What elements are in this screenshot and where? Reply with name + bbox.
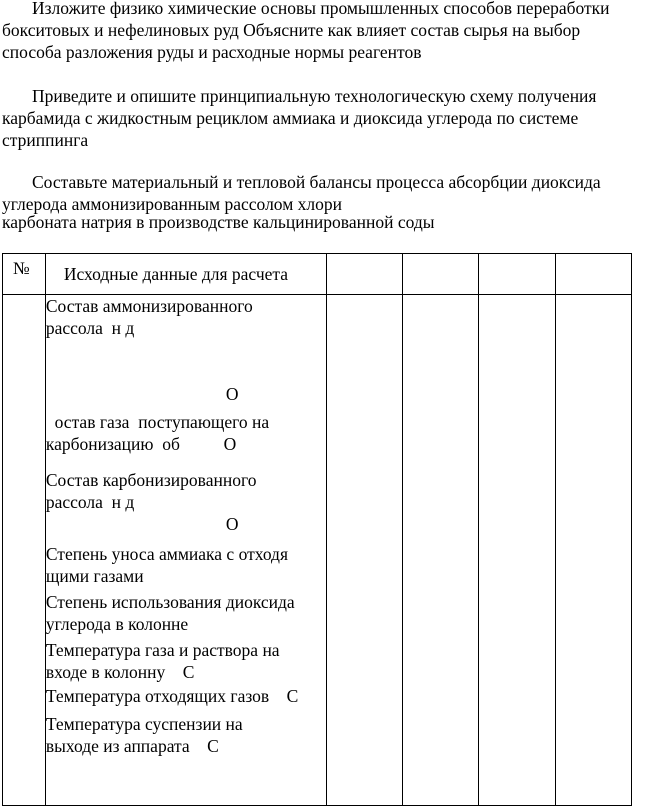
parameter-text: входе в колонну С	[45, 662, 195, 682]
parameter-item	[46, 639, 326, 683]
text-line: Приведите и опишите принципиальную технологическую схему получения	[32, 86, 597, 106]
table-row	[3, 295, 632, 806]
parameter-item	[46, 543, 326, 587]
text-line: Изложите физико химические основы промышленных способов переработки	[32, 0, 610, 18]
parameter-text: выходе из аппарата С	[45, 736, 219, 756]
text-line: способа разложения руды и расходные нормы реагентов	[2, 42, 422, 62]
table-header-row	[3, 254, 632, 295]
parameter-text: рассола н д	[45, 318, 135, 338]
parameter-item	[46, 713, 326, 757]
text-line: карбамида с жидкостным рециклом аммиака и диоксида углерода по системе	[2, 108, 579, 128]
header-number: №	[3, 254, 46, 295]
header-title: Исходные данные для расчета	[45, 254, 326, 295]
parameter-text: Состав карбонизированного	[45, 470, 257, 490]
text-line: карбоната натрия в производстве кальцинированной соды	[2, 212, 435, 232]
task-3-paragraph	[2, 171, 647, 215]
parameter-text: Температура суспензии на	[45, 714, 243, 734]
input-data-table	[2, 253, 632, 806]
task-3-continuation	[2, 211, 647, 233]
text-line: бокситовых и нефелиновых руд Объясните как влияет состав сырья на выбор	[2, 20, 581, 40]
text-line: Составьте материальный и тепловой балансы процесса абсорбции диоксида	[32, 172, 601, 192]
header-empty-cell	[326, 254, 402, 295]
parameter-text: остав газа поступающего на	[45, 412, 270, 432]
parameters-cell	[45, 295, 326, 806]
text-line: стриппинга	[2, 130, 89, 150]
parameter-text: Температура газа и раствора на	[45, 640, 280, 660]
parameter-text: карбонизацию об О	[45, 434, 237, 454]
parameter-text: Состав аммонизированного	[45, 296, 253, 316]
parameter-text: Степень использования диоксида	[45, 592, 295, 612]
value-cell	[326, 295, 402, 806]
value-cell	[555, 295, 631, 806]
value-cell	[402, 295, 478, 806]
parameter-text: рассола н д	[45, 492, 135, 512]
parameter-text: щими газами	[45, 566, 144, 586]
header-empty-cell	[555, 254, 631, 295]
parameter-item	[46, 411, 326, 455]
parameter-text: Степень уноса аммиака с отходя	[45, 544, 289, 564]
parameter-item	[46, 685, 326, 707]
value-cell	[479, 295, 555, 806]
parameter-text: Температура отходящих газов С	[45, 686, 299, 706]
parameter-text: углерода в колонне	[45, 614, 189, 634]
unit-symbol: О	[225, 384, 239, 404]
text-line: углерода аммонизированным рассолом хлори	[2, 194, 343, 214]
unit-symbol: О	[225, 514, 239, 534]
header-empty-cell	[479, 254, 555, 295]
task-2-paragraph	[2, 85, 647, 151]
parameter-item	[46, 591, 326, 635]
number-cell	[3, 295, 46, 806]
parameter-item	[46, 469, 326, 535]
header-empty-cell	[402, 254, 478, 295]
task-1-paragraph	[2, 0, 647, 63]
parameter-item	[46, 295, 326, 405]
